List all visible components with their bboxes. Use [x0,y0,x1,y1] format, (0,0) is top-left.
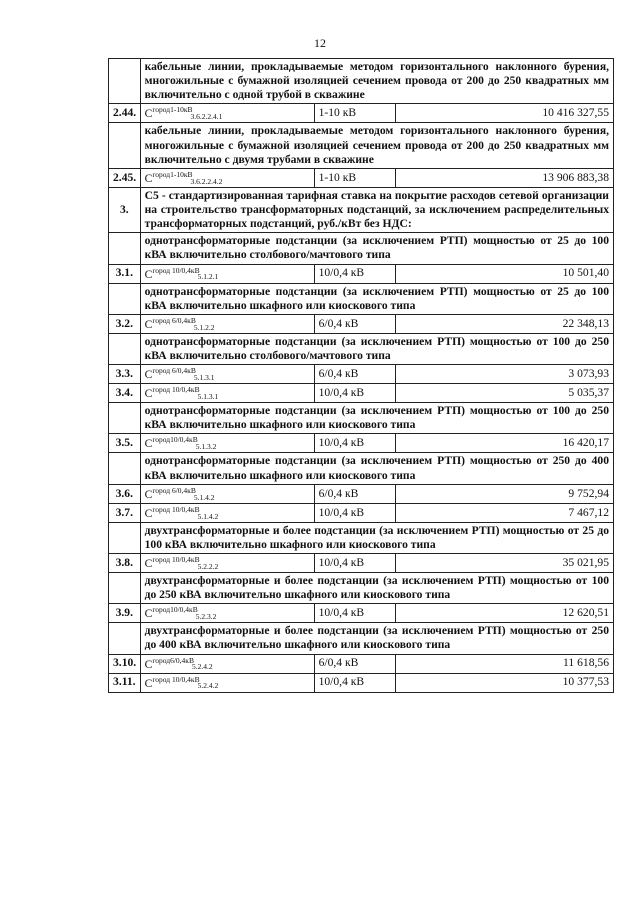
voltage-class: 1-10 кВ [314,104,395,123]
voltage-class: 10/0,4 кВ [314,604,395,623]
voltage-class: 10/0,4 кВ [314,673,395,692]
description-row [109,59,614,104]
tariff-code-superscript: город 6/0,4кВ [152,366,196,376]
row-description: двухтрансформаторные и более подстанции (за исключением РТП) мощностью от 250 до 400 кВА включительно шкафного или киоскового типа [140,623,613,654]
item-number [109,333,141,364]
tariff-code-superscript: город10/0,4кВ [152,605,198,615]
item-number: 3.1. [109,264,141,283]
tariff-code-superscript: город 10/0,4кВ [152,674,200,684]
rate-value: 5 035,37 [395,384,613,403]
tariff-code [140,264,314,283]
voltage-class: 6/0,4 кВ [314,365,395,384]
description-row [109,522,614,553]
tariff-code [140,673,314,692]
item-number: 3.3. [109,365,141,384]
tariff-code-letter: C [144,386,153,400]
table-row [109,654,614,673]
tariff-code [140,654,314,673]
voltage-class: 10/0,4 кВ [314,434,395,453]
row-description: кабельные линии, прокладываемые методом горизонтального наклонного бурения, многожильные с бумажной изоляцией сечением провода от 200 до 250 квадратных мм включительно с одной трубой в скважине [140,59,613,104]
tariff-code-letter: C [144,267,153,281]
tariff-code-superscript: город1-10кВ [152,105,193,115]
rate-value: 16 420,17 [395,434,613,453]
tariff-code-superscript: город 10/0,4кВ [152,554,200,564]
item-number: 3.4. [109,384,141,403]
tariff-table [108,58,614,693]
tariff-code [140,314,314,333]
tariff-code-letter: C [144,487,153,501]
page-number: 12 [314,36,326,50]
tariff-code-subscript: 5.1.3.2 [195,442,217,452]
tariff-code-subscript: 5.2.2.2 [197,561,219,571]
tariff-code-superscript: город6/0,4кВ [152,655,194,665]
item-number [109,522,141,553]
item-number: 3.6. [109,484,141,503]
table-row [109,314,614,333]
tariff-code-superscript: город10/0,4кВ [152,435,198,445]
tariff-code-letter: C [144,556,153,570]
table-row [109,484,614,503]
item-number [109,233,141,264]
tariff-code-superscript: город 10/0,4кВ [152,385,200,395]
tariff-code-subscript: 5.2.3.2 [195,612,217,622]
item-number [109,59,141,104]
tariff-code [140,365,314,384]
description-row [109,283,614,314]
table-row [109,104,614,123]
table-row [109,384,614,403]
table-row [109,264,614,283]
item-number: 3.9. [109,604,141,623]
voltage-class: 6/0,4 кВ [314,484,395,503]
tariff-code [140,553,314,572]
tariff-code-subscript: 3.6.2.2.4.2 [190,176,223,186]
rate-value: 11 618,56 [395,654,613,673]
rate-value: 13 906 883,38 [395,168,613,187]
rate-value: 7 467,12 [395,503,613,522]
description-row [109,403,614,434]
tariff-code-subscript: 5.1.2.2 [193,322,215,332]
tariff-code-letter: C [144,657,153,671]
tariff-code-subscript: 3.6.2.2.4.1 [190,112,223,122]
description-row [109,123,614,168]
tariff-code-subscript: 5.1.3.1 [193,372,215,382]
item-number: 3.5. [109,434,141,453]
rate-value: 3 073,93 [395,365,613,384]
item-number [109,283,141,314]
item-number: 3.10. [109,654,141,673]
table-row [109,365,614,384]
item-number [109,123,141,168]
item-number [109,453,141,484]
tariff-code-superscript: город 10/0,4кВ [152,504,200,514]
tariff-code-subscript: 5.2.4.2 [191,662,213,672]
voltage-class: 10/0,4 кВ [314,553,395,572]
row-description: однотрансформаторные подстанции (за исключением РТП) мощностью от 25 до 100 кВА включительно столбового/мачтового типа [140,233,613,264]
tariff-code-subscript: 5.1.4.2 [193,492,215,502]
rate-value: 10 416 327,55 [395,104,613,123]
tariff-code-subscript: 5.2.4.2 [197,681,219,691]
tariff-code-subscript: 5.1.2.1 [197,272,219,282]
tariff-code [140,604,314,623]
item-number: 3.7. [109,503,141,522]
item-number [109,403,141,434]
tariff-code [140,384,314,403]
tariff-code-subscript: 5.1.3.1 [197,391,219,401]
table-row [109,503,614,522]
tariff-code-letter: C [144,676,153,690]
tariff-code-superscript: город1-10кВ [152,169,193,179]
row-description: двухтрансформаторные и более подстанции (за исключением РТП) мощностью от 100 до 250 кВА включительно шкафного или киоскового типа [140,572,613,603]
tariff-code-superscript: город 6/0,4кВ [152,485,196,495]
tariff-code-letter: C [144,171,153,185]
tariff-code [140,104,314,123]
tariff-code-superscript: город 10/0,4кВ [152,265,200,275]
table-row [109,553,614,572]
description-row [109,572,614,603]
row-description: однотрансформаторные подстанции (за исключением РТП) мощностью от 250 до 400 кВА включительно шкафного или киоскового типа [140,453,613,484]
rate-value: 22 348,13 [395,314,613,333]
voltage-class: 10/0,4 кВ [314,384,395,403]
table-row [109,168,614,187]
rate-value: 10 377,53 [395,673,613,692]
tariff-table-body [109,59,614,693]
item-number [109,572,141,603]
description-row [109,623,614,654]
rate-value: 12 620,51 [395,604,613,623]
tariff-code [140,434,314,453]
tariff-code-letter: C [144,437,153,451]
tariff-code-letter: C [144,367,153,381]
table-row [109,434,614,453]
row-description: однотрансформаторные подстанции (за исключением РТП) мощностью от 25 до 100 кВА включительно шкафного или киоскового типа [140,283,613,314]
voltage-class: 10/0,4 кВ [314,503,395,522]
item-number: 3.2. [109,314,141,333]
description-row [109,333,614,364]
row-description: однотрансформаторные подстанции (за исключением РТП) мощностью от 100 до 250 кВА включительно шкафного или киоскового типа [140,403,613,434]
tariff-code [140,168,314,187]
rate-value: 10 501,40 [395,264,613,283]
tariff-code [140,503,314,522]
tariff-code-letter: C [144,607,153,621]
row-description: двухтрансформаторные и более подстанции (за исключением РТП) мощностью от 25 до 100 кВА включительно шкафного или киоскового типа [140,522,613,553]
row-description: однотрансформаторные подстанции (за исключением РТП) мощностью от 100 до 250 кВА включительно столбового/мачтового типа [140,333,613,364]
item-number: 2.45. [109,168,141,187]
description-row [109,187,614,232]
tariff-code-letter: C [144,506,153,520]
row-description: C5 - стандартизированная тарифная ставка на покрытие расходов сетевой организации на строительство трансформаторных подстанций, за исключением распределительных трансформаторных подстанций, руб./кВт без НДС: [140,187,613,232]
voltage-class: 1-10 кВ [314,168,395,187]
voltage-class: 6/0,4 кВ [314,654,395,673]
tariff-code [140,484,314,503]
item-number [109,623,141,654]
tariff-code-letter: C [144,317,153,331]
tariff-code-superscript: город 6/0,4кВ [152,315,196,325]
item-number: 3.8. [109,553,141,572]
description-row [109,233,614,264]
item-number: 3. [109,187,141,232]
tariff-code-subscript: 5.1.4.2 [197,511,219,521]
table-row [109,673,614,692]
voltage-class: 10/0,4 кВ [314,264,395,283]
item-number: 3.11. [109,673,141,692]
row-description: кабельные линии, прокладываемые методом горизонтального наклонного бурения, многожильные с бумажной изоляцией сечением провода от 200 до 250 квадратных мм включительно с двумя трубами в скважине [140,123,613,168]
rate-value: 35 021,95 [395,553,613,572]
item-number: 2.44. [109,104,141,123]
voltage-class: 6/0,4 кВ [314,314,395,333]
table-row [109,604,614,623]
rate-value: 9 752,94 [395,484,613,503]
description-row [109,453,614,484]
tariff-code-letter: C [144,107,153,121]
